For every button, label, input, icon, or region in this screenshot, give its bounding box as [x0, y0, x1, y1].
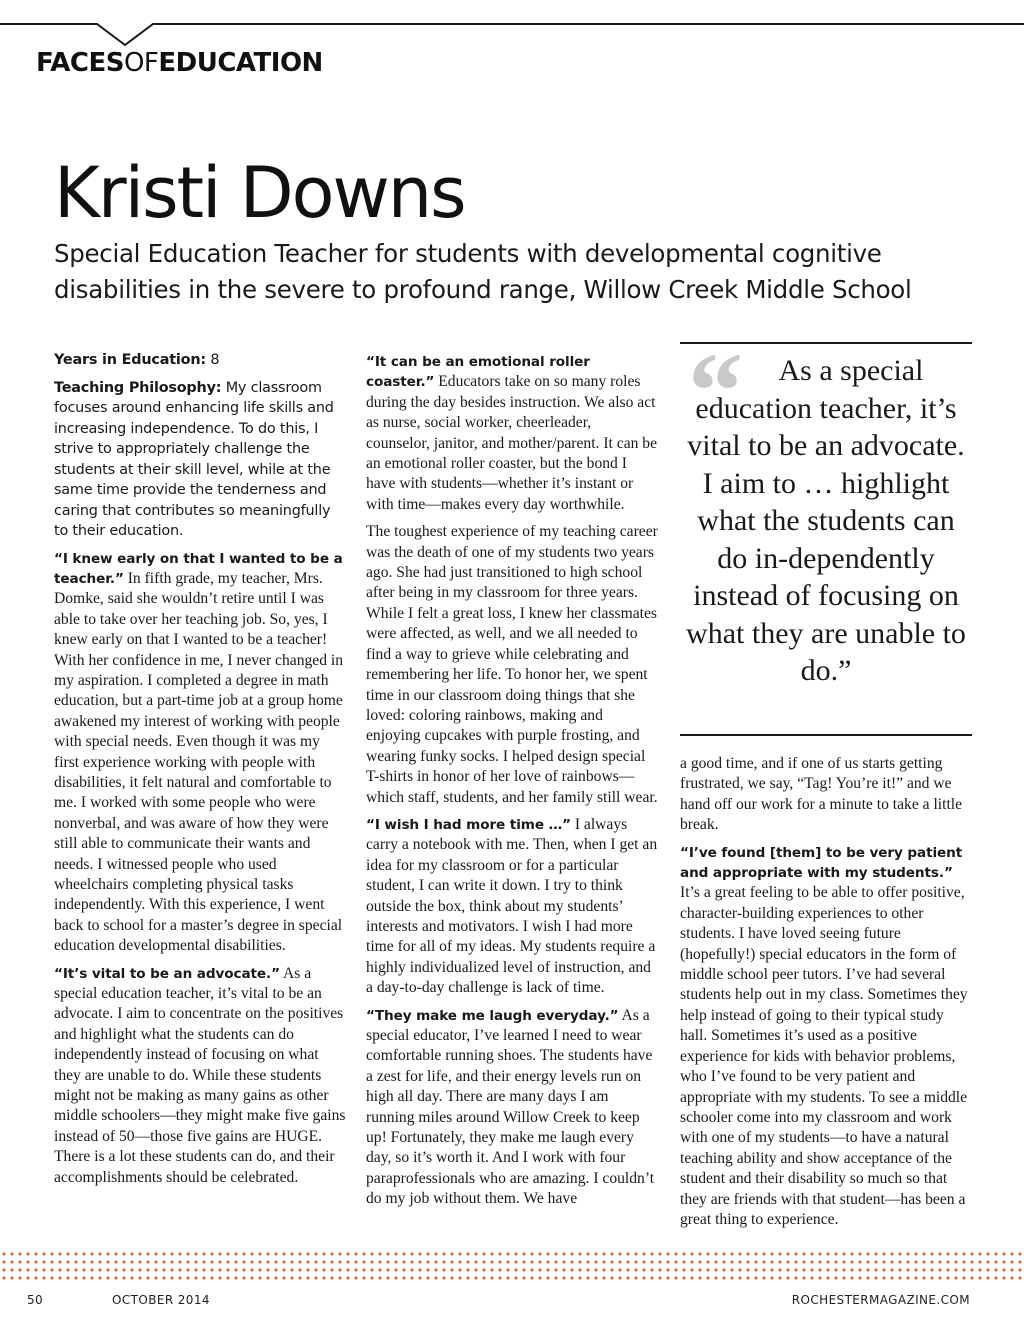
paragraph-body: As a special educator, I’ve learned I need to wear comfortable running shoes. The students have a zest for life, and their energy levels run on high all day. There are many days I am running miles around Willow Creek to keep up! Fortunately, they make me laugh every day, so it’s worth it. And I work with four paraprofessionals who are amazing. I couldn’t do my job without them. We have — [366, 1006, 655, 1208]
paragraph-lead: “I wish I had more time …” — [366, 816, 571, 833]
paragraph-body: a good time, and if one of us starts getting frustrated, we say, “Tag! You’re it!” and we hand off our work for a minute to take a little break. — [680, 755, 963, 834]
section-label-education: EDUCATION — [158, 48, 323, 78]
article-paragraph — [54, 964, 346, 1188]
magazine-website: ROCHESTERMAGAZINE.COM — [791, 1293, 970, 1307]
paragraph-body: Educators take on so many roles during the day besides instruction. We also act as nurse, social worker, cheerleader, counselor, janitor, and mother/parent. It can be an emotional roller coaster, but the bond I have with students—whether it’s instant or with time—makes every day worthwhile. — [366, 373, 658, 513]
profile-subtitle: Special Education Teacher for students with developmental cognitive disabilities in the severe to profound range, Willow Creek Middle School — [54, 239, 912, 304]
section-label — [36, 48, 323, 78]
teaching-philosophy — [54, 378, 346, 542]
article-paragraph — [366, 522, 658, 808]
article-paragraph — [366, 1006, 658, 1210]
pull-quote-text — [680, 352, 972, 690]
philosophy-label: Teaching Philosophy: — [54, 379, 222, 396]
section-label-of: OF — [123, 48, 159, 78]
article-paragraph — [680, 754, 972, 836]
years-label: Years in Education: — [54, 352, 206, 368]
pull-quote-body: As a special education teacher, it’s vital to be an advocate. I aim to … highlight what the students can do in-dependently instead of focusing on what they are unable to do.” — [686, 354, 966, 687]
article-paragraph — [366, 352, 658, 515]
article-column-2 — [366, 352, 658, 1217]
article-column-1 — [54, 350, 346, 1195]
paragraph-body: In fifth grade, my teacher, Mrs. Domke, said she wouldn’t retire until I was able to take over her teaching job. So, yes, I knew early on that I wanted to be a teacher! With her confidence in me, I never changed in my aspiration. I completed a degree in math education, but a part-time job at a group home awakened my interest of working with people with special needs. Even though it was my first experience working with people with disabilities, it felt natural and comfortable to me. I worked with some people who were nonverbal, and was aware of how they were still able to communicate their wants and needs. I witnessed people who used wheelchairs completing physical tasks independently. With this experience, I went back to school for a master’s degree in special education developmental disabilities. — [54, 569, 344, 955]
header-rule-with-notch — [0, 0, 1024, 50]
section-label-faces: FACES — [36, 48, 124, 78]
paragraph-lead: “They make me laugh everyday.” — [366, 1007, 619, 1024]
pull-quote — [680, 330, 972, 736]
article-paragraph — [366, 815, 658, 999]
paragraph-lead: “It’s vital to be an advocate.” — [54, 965, 280, 982]
paragraph-lead: “I knew early on that I wanted to be a teacher.” — [54, 550, 343, 587]
issue-date: OCTOBER 2014 — [112, 1293, 210, 1307]
pull-quote-bottom-rule — [680, 734, 972, 736]
page-number: 50 — [27, 1293, 44, 1307]
quote-mark-icon: “ — [688, 330, 743, 452]
paragraph-body: The toughest experience of my teaching career was the death of one of my students two years ago. She had just transitioned to high school after being in my classroom for three years. While I felt a great loss, I knew her classmates were affected, as well, and we all needed to find a way to grieve while celebrating and remembering her life. To honor her, we spent time in our classroom doing things that she loved: coloring rainbows, making and enjoying cupcakes with purple frosting, and wearing funky socks. I helped design special T-shirts in honor of her love of rainbows—which staff, students, and her family still wear. — [366, 523, 658, 806]
article-column-3 — [680, 754, 972, 1237]
article-paragraph — [54, 549, 346, 957]
paragraph-lead: “I’ve found [them] to be very patient and appropriate with my students.” — [680, 844, 963, 882]
profile-name: Kristi Downs — [54, 152, 465, 234]
paragraph-body: As a special education teacher, it’s vital to be an advocate. I aim to concentrate on the positives and highlight what the students can do independently instead of focusing on what they are unable to do. While these students might not be making as many gains as other middle schoolers—they might make five gains instead of 50—those five gains are HUGE. There is a lot these students can do, and their accomplishments should be celebrated. — [54, 964, 346, 1186]
years-in-education — [54, 350, 346, 371]
article-paragraph — [680, 843, 972, 1231]
paragraph-lead: “It can be an emotional roller coaster.” — [366, 354, 590, 391]
paragraph-body: I always carry a notebook with me. Then, when I get an idea for my classroom or for a particular student, I can write it down. I try to think outside the box, think about my students’ interests and motivators. I wish I had more time for all of my ideas. My students require a highly individualized level of instruction, and a day-to-day challenge is lack of time. — [366, 815, 658, 997]
dotted-divider — [0, 1250, 1024, 1284]
philosophy-text: My classroom focuses around enhancing life skills and increasing independence. To do this, I strive to appropriately challenge the students at their skill level, while at the same time provide the tenderness and caring that contributes so meaningfully to their education. — [54, 379, 334, 539]
paragraph-body: It’s a great feeling to be able to offer positive, character-building experiences to other students. I have loved seeing future (hopefully!) special educators in the form of middle school peer tutors. I’ve had several students help out in my class. Sometimes they help instead of going to their typical study hall. Sometimes it’s used as a positive experience for kids with behavior problems, who I’ve found to be very patient and appropriate with my students. To see a middle schooler come into my classroom and work with one of my students—to have a natural teaching ability and show acceptance of the student and their disability so much so that they are friends with that student—has been a great thing to experience. — [680, 884, 968, 1228]
years-value: 8 — [210, 352, 220, 368]
